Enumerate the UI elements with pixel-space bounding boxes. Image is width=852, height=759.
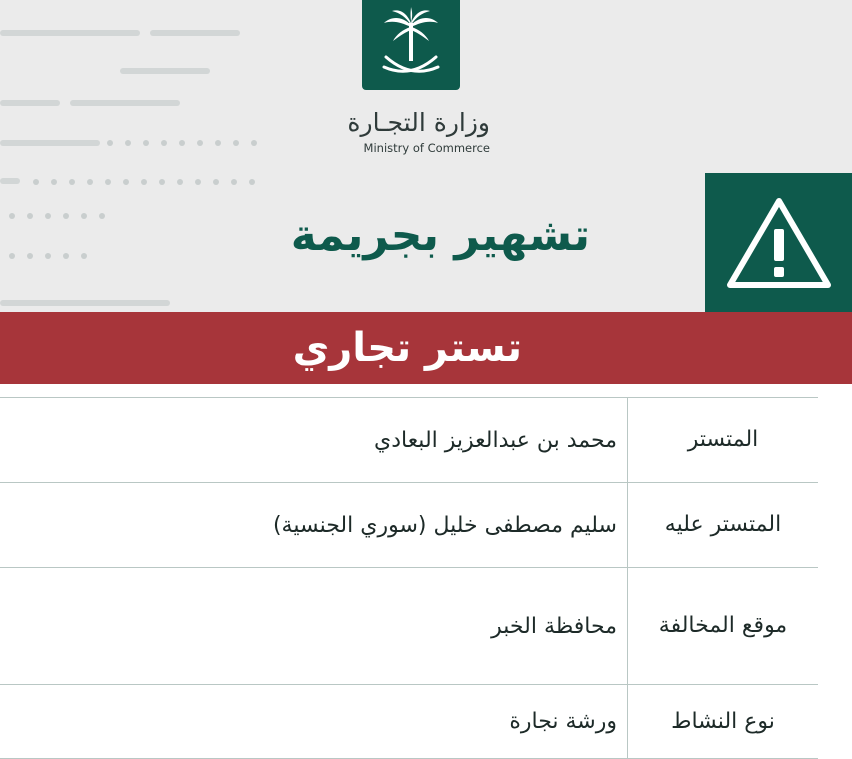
row-label: المتستر عليه: [628, 483, 819, 568]
warning-box: [705, 173, 852, 312]
table-row: [0, 685, 818, 759]
category-title: تستر تجاري: [292, 325, 522, 371]
page-title: تشهير بجريمة: [290, 210, 590, 261]
row-value: محمد بن عبدالعزيز البعادي: [0, 398, 628, 483]
ministry-name-english: Ministry of Commerce: [363, 141, 490, 155]
row-label: موقع المخالفة: [628, 568, 819, 685]
table-row: [0, 398, 818, 483]
warning-triangle-icon: [724, 193, 834, 293]
saudi-emblem-logo: [362, 0, 460, 90]
table-row: [0, 568, 818, 685]
palm-swords-icon: [376, 5, 446, 85]
header: [0, 0, 852, 312]
row-label: نوع النشاط: [628, 685, 819, 759]
row-value: سليم مصطفى خليل (سوري الجنسية): [0, 483, 628, 568]
ministry-name-arabic: وزارة التجـارة: [347, 108, 490, 137]
details-table: [0, 397, 818, 759]
row-value: محافظة الخبر: [0, 568, 628, 685]
row-label: المتستر: [628, 398, 819, 483]
row-value: ورشة نجارة: [0, 685, 628, 759]
table-row: [0, 483, 818, 568]
